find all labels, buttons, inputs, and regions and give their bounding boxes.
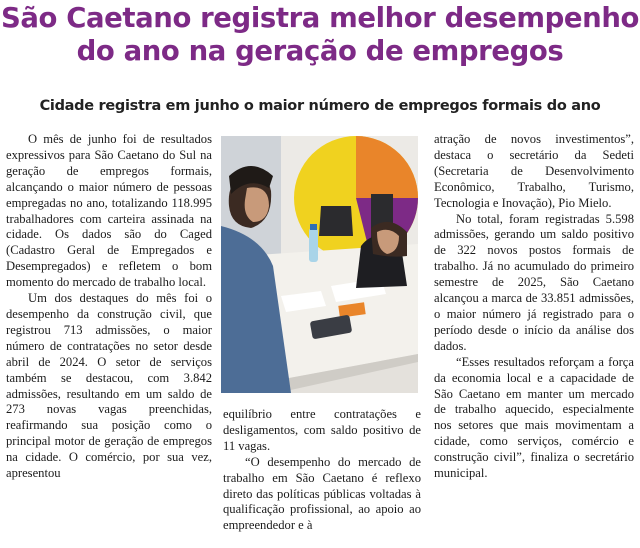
paragraph: atração de novos investimentos”, destaca o secretário da Sedeti (Secretaria de Desenvolvimento Econômico, Trabalho, Turismo, Tecnologia e Inovação), Pio Mielo. — [434, 132, 634, 210]
headline-line-2: do ano na geração de empregos — [76, 35, 564, 67]
subheadline: Cidade registra em junho o maior número de empregos formais do ano — [39, 98, 601, 114]
column-3 — [434, 132, 634, 482]
headline — [0, 2, 640, 68]
column-1 — [6, 132, 212, 482]
paragraph: No total, foram registradas 5.598 admissões, gerando um saldo positivo de 322 novos postos formais de trabalho. Já no acumulado do primeiro semestre de 2025, São Caetano alcançou a marca de 33.851 admissões, o maior número já registrado para o período desde o início da análise dos dados. — [434, 211, 634, 353]
paragraph: O mês de junho foi de resultados expressivos para São Caetano do Sul na geração de empregos formais, alcançando o maior número de pessoas empregadas no ano, totalizando 118.995 trabalhadores com carteira assinada na cidade. Os dados são do Caged (Cadastro Geral de Empregados e Desempregados) e refletem o bom momento do mercado de trabalho local. — [6, 132, 212, 290]
paragraph: “Esses resultados reforçam a força da economia local e a capacidade de São Caetano em manter um mercado de trabalho aquecido, especialmente nos setores que mais movimentam a cidade, como serviços, comércio e construção civil”, finaliza o secretário municipal. — [434, 354, 634, 481]
paragraph: “O desempenho do mercado de trabalho em São Caetano é reflexo direto das políticas públicas voltadas à qualificação profissional, ao apoio ao empreendedor e à — [223, 454, 421, 533]
column-2 — [223, 407, 421, 534]
headline-line-1: São Caetano registra melhor desempenho — [0, 2, 640, 34]
paragraph: Um dos destaques do mês foi o desempenho da construção civil, que registrou 713 admissões, o maior número de contratações no setor desde abril de 2024. O setor de serviços também se destacou, com 3.842 admissões, resultando em um saldo de 273 novas vagas preenchidas, reafirmando sua posição como o principal motor de geração de empregos na cidade. O comércio, por sua vez, apresentou — [6, 291, 212, 481]
paragraph: equilíbrio entre contratações e desligamentos, com saldo positivo de 11 vagas. — [223, 407, 421, 453]
article-photo — [221, 136, 418, 393]
